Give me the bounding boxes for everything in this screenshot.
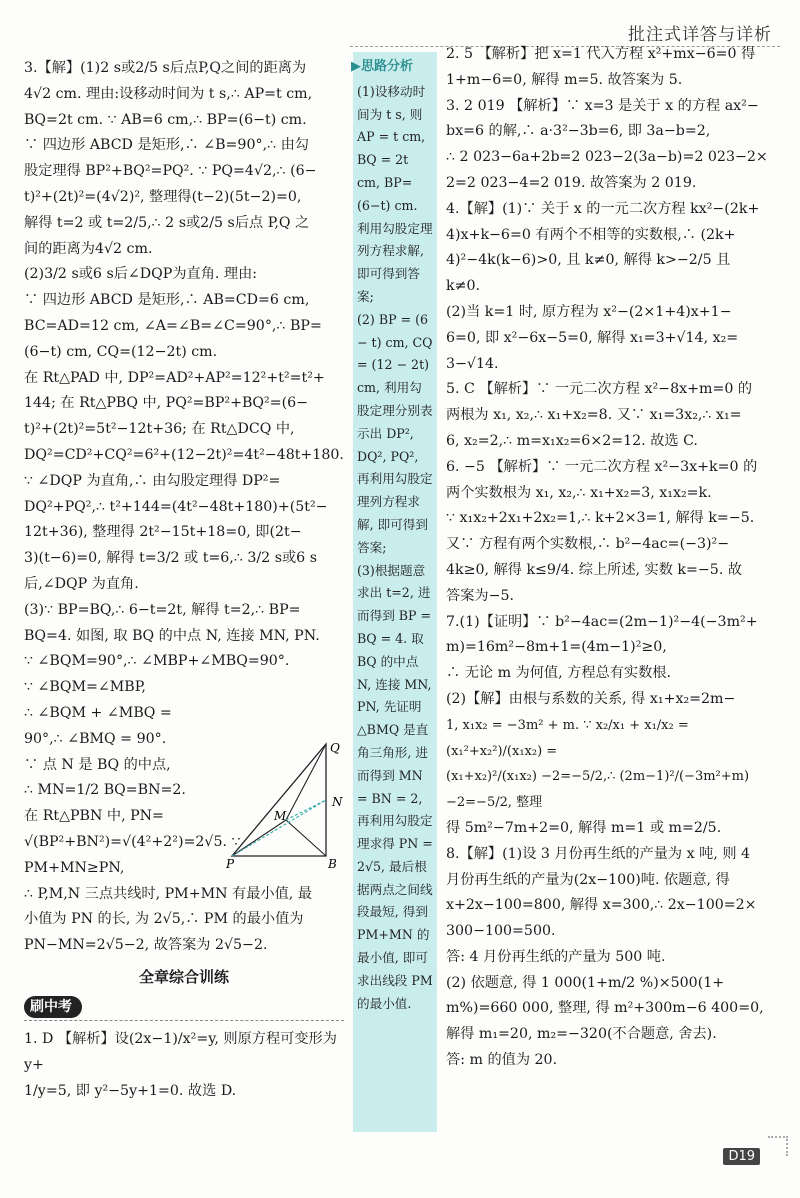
sidebar-text-3: (3)根据题意求出 t=2, 进而得到 BP = BQ = 4. 取 BQ 的中点 N, 连接 MN, PN, 先证明 △BMQ 是直角三角形, 进而得到 MN = BN = 2, 再利用勾股定理求得 PN = 2√5, 最后根据两点之间线段最短, 得到 PM+MN 的最小值, 即可求出线段 PM 的最小值.	[357, 562, 433, 1011]
left-line: ∵ ∠DQP 为直角,∴ 由勾股定理得 DP²=	[24, 472, 281, 489]
right-line: ∴ 无论 m 为何值, 方程总有实数根.	[446, 665, 671, 682]
sidebar-text-1: (1)设移动时间为 t s, 则 AP = t cm, BQ = 2t cm, BP=(6−t) cm. 利用勾股定理列方程求解, 即可得到答案;	[357, 83, 433, 304]
label-m: M	[274, 809, 287, 823]
analysis-sidebar	[353, 52, 437, 1132]
page-header-title: 批注式详答与详析	[628, 25, 772, 45]
left-line: (3)∵ BP=BQ,∴ 6−t=2t, 解得 t=2,∴ BP=	[24, 601, 301, 618]
left-line: 在 Rt△PBN 中, PN=	[24, 808, 164, 825]
right-line: 6=0, 即 x²−6x−5=0, 解得 x₁=3+√14, x₂=	[446, 329, 739, 346]
right-line: 3. 2 019 【解析】∵ x=3 是关于 x 的方程 ax²−	[446, 97, 759, 114]
left-line: (6−t) cm, CQ=(12−2t) cm.	[24, 343, 218, 360]
right-line: (x₁+x₂)²/(x₁x₂) −2=−5/2,∴ (2m−1)²/(−3m²+m) −2=−5/2, 整理	[446, 769, 750, 811]
right-line: 5. C 【解析】∵ 一元二次方程 x²−8x+m=0 的	[446, 381, 753, 398]
left-line: 90°,∴ ∠BMQ = 90°.	[24, 730, 167, 747]
sidebar-text-2: (2) BP = (6 − t) cm, CQ = (12 − 2t) cm, 利用勾股定理分别表示出 DP², DQ², PQ², 再利用勾股定理列方程求解, 即可得到答案;	[357, 311, 433, 555]
right-line: 4.【解】(1)∵ 关于 x 的一元二次方程 kx²−(2k+	[446, 200, 760, 217]
left-line: ∵ ∠BQM=90°,∴ ∠MBP+∠MBQ=90°.	[24, 653, 290, 670]
left-line: 解得 t=2 或 t=2/5,∴ 2 s或2/5 s后点 P,Q 之	[24, 214, 310, 231]
right-line: 两根为 x₁, x₂,∴ x₁+x₂=8. 又∵ x₁=3x₂,∴ x₁=	[446, 407, 742, 424]
left-line: t)²+(2t)²=5t²−12t+36; 在 Rt△DCQ 中,	[24, 421, 295, 438]
right-line: 3−√14.	[446, 355, 499, 372]
left-line: 3)(t−6)=0, 解得 t=3/2 或 t=6,∴ 3/2 s或6 s	[24, 550, 317, 567]
q1-line: 1. D 【解析】设(2x−1)/x²=y, 则原方程可变形为 y+	[24, 1031, 337, 1074]
left-line: 12t+36), 整理得 2t²−15t+18=0, 即(2t−	[24, 524, 302, 541]
left-line: DQ²+PQ²,∴ t²+144=(4t²−48t+180)+(5t²−	[24, 498, 328, 515]
right-line: 6. −5 【解析】∵ 一元二次方程 x²−3x+k=0 的	[446, 458, 758, 475]
right-line: 得 5m²−7m+2=0, 解得 m=1 或 m=2/5.	[446, 819, 722, 836]
right-line: 6, x₂=2,∴ m=x₁x₂=6×2=12. 故选 C.	[446, 432, 698, 449]
left-line: ∵ 四边形 ABCD 是矩形,∴ ∠B=90°,∴ 由勾	[24, 137, 309, 154]
page-corner-decoration	[768, 1136, 788, 1156]
page-number: D19	[723, 1148, 760, 1165]
left-line: DQ²=CD²+CQ²=6²+(12−2t)²=4t²−48t+180.	[24, 446, 344, 463]
right-line: 答案为−5.	[446, 587, 514, 604]
label-p: P	[226, 857, 235, 871]
left-line: PN−MN=2√5−2, 故答案为 2√5−2.	[24, 937, 268, 954]
right-line: 答: 4 月份再生纸的产量为 500 吨.	[446, 948, 666, 965]
left-line: ∵ 点 N 是 BQ 的中点,	[24, 756, 171, 773]
right-line: k≠0.	[446, 278, 481, 295]
right-line: (2)当 k=1 时, 原方程为 x²−(2×1+4)x+1−	[446, 303, 732, 320]
left-line: 后,∠DQP 为直角.	[24, 575, 139, 592]
sidebar-title-text: 思路分析	[361, 59, 414, 74]
label-q: Q	[330, 741, 340, 755]
section-title: 全章综合训练	[138, 967, 229, 986]
right-column	[446, 42, 776, 1074]
right-line: 300−100=500.	[446, 923, 556, 940]
left-line: 股定理得 BP²+BQ²=PQ². ∵ PQ=4√2,∴ (6−	[24, 163, 317, 180]
right-line: 8.【解】(1)设 3 月份再生纸的产量为 x 吨, 则 4	[446, 845, 751, 862]
exam-badge: 刷中考	[24, 996, 82, 1018]
left-line: BC=AD=12 cm, ∠A=∠B=∠C=90°,∴ BP=	[24, 317, 322, 334]
left-line: 间的距离为4√2 cm.	[24, 240, 153, 257]
left-line: BQ=4. 如图, 取 BQ 的中点 N, 连接 MN, PN.	[24, 627, 320, 644]
left-line: 3.【解】(1)2 s或2/5 s后点P,Q之间的距离为	[24, 60, 307, 76]
left-line: (2)3/2 s或6 s后∠DQP为直角. 理由:	[24, 266, 258, 283]
right-line: 月份再生纸的产量为(2x−100)吨. 依题意, 得	[446, 871, 730, 888]
right-line: 解得 m₁=20, m₂=−320(不合题意, 舍去).	[446, 1026, 717, 1043]
left-line: ∴ P,M,N 三点共线时, PM+MN 有最小值, 最	[24, 885, 313, 902]
left-line: 4√2 cm. 理由:设移动时间为 t s,∴ AP=t cm,	[24, 85, 313, 102]
left-line: √(BP²+BN²)=√(4²+2²)=2√5. ∵ PM+MN≥PN,	[24, 833, 241, 876]
left-line: ∴ ∠BQM + ∠MBQ =	[24, 704, 172, 721]
right-line: ∵ x₁x₂+2x₁+2x₂=1,∴ k+2×3=1, 解得 k=−5.	[446, 510, 755, 527]
badge-row	[24, 995, 344, 1022]
right-line: (2)【解】由根与系数的关系, 得 x₁+x₂=2m−	[446, 690, 736, 707]
q1-line: 1/y=5, 即 y²−5y+1=0. 故选 D.	[24, 1083, 237, 1100]
right-line: 4k≥0, 解得 k≤9/4. 综上所述, 实数 k=−5. 故	[446, 561, 743, 578]
left-line: t)²+(2t)²=(4√2)², 整理得(t−2)(5t−2)=0,	[24, 188, 302, 205]
left-line: 在 Rt△PAD 中, DP²=AD²+AP²=12²+t²=t²+	[24, 369, 325, 386]
left-column	[24, 56, 344, 1105]
left-line: 144; 在 Rt△PBQ 中, PQ²=BP²+BQ²=(6−	[24, 395, 309, 412]
geometry-figure	[226, 738, 348, 873]
right-line: 2=2 023−4=2 019. 故答案为 2 019.	[446, 174, 697, 191]
right-line: 4)x+k−6=0 有两个不相等的实数根,∴ (2k+	[446, 226, 736, 243]
right-line: m%)=660 000, 整理, 得 m²+300m−6 400=0,	[446, 1000, 764, 1017]
right-line: x+2x−100=800, 解得 x=300,∴ 2x−100=2×	[446, 897, 757, 914]
right-line: 1, x₁x₂ = −3m² + m. ∵ x₂/x₁ + x₁/x₂ = (x₁²+x₂²)/(x₁x₂) =	[446, 717, 689, 759]
right-line: 7.(1)【证明】∵ b²−4ac=(2m−1)²−4(−3m²+	[446, 613, 758, 630]
label-n: N	[332, 795, 343, 809]
right-line: 4)²−4k(k−6)>0, 且 k≠0, 解得 k>−2/5 且	[446, 252, 731, 269]
right-line: 答: m 的值为 20.	[446, 1052, 558, 1069]
right-line: m)=16m²−8m+1=(4m−1)²≥0,	[446, 639, 667, 656]
left-line: ∴ MN=1/2 BQ=BN=2.	[24, 782, 186, 799]
left-line: ∵ ∠BQM=∠MBP,	[24, 679, 146, 696]
right-line: bx=6 的解,∴ a·3²−3b=6, 即 3a−b=2,	[446, 123, 711, 140]
right-line: 又∵ 方程有两个实数根,∴ b²−4ac=(−3)²−	[446, 536, 730, 553]
right-line: 两个实数根为 x₁, x₂,∴ x₁+x₂=3, x₁x₂=k.	[446, 484, 712, 501]
right-line: ∴ 2 023−6a+2b=2 023−2(3a−b)=2 023−2×	[446, 149, 768, 166]
label-b: B	[328, 857, 337, 871]
right-line: 1+m−6=0, 解得 m=5. 故答案为 5.	[446, 71, 683, 88]
left-line: ∵ 四边形 ABCD 是矩形,∴ AB=CD=6 cm,	[24, 292, 310, 309]
left-line: BQ=2t cm. ∵ AB=6 cm,∴ BP=(6−t) cm.	[24, 111, 307, 128]
left-line: 小值为 PN 的长, 为 2√5,∴ PM 的最小值为	[24, 911, 304, 928]
right-line: (2) 依题意, 得 1 000(1+m/2 %)×500(1+	[446, 974, 725, 991]
right-line: 2. 5 【解析】把 x=1 代入方程 x²+mx−6=0 得	[446, 46, 756, 62]
sidebar-title: ▶思路分析	[351, 59, 414, 74]
